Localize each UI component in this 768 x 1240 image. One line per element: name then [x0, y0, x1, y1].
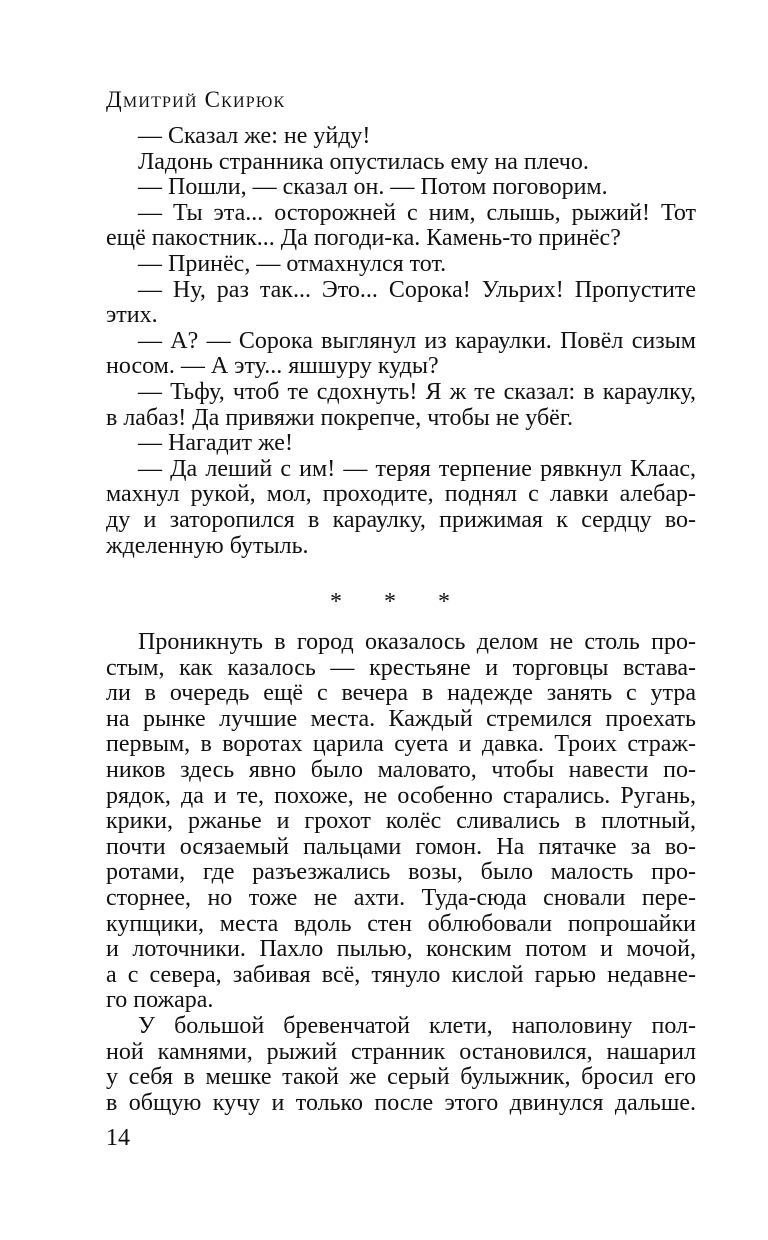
text-line: крики, ржанье и грохот колёс сливались в плотный,: [106, 809, 696, 835]
text-line: на рынке лучшие места. Каждый стремился проехать: [106, 706, 696, 732]
text-line: У большой бревенчатой клети, наполовину пол-: [138, 1013, 696, 1039]
text-line: жделенную бутыль.: [106, 533, 309, 559]
text-line: махнул рукой, мол, проходите, поднял с лавки алебар-: [106, 482, 696, 508]
text-line: ли в очередь ещё с вечера в надежде занять с утра: [106, 681, 696, 707]
text-line: — А? — Сорока выглянул из караулки. Повёл сизым: [138, 328, 696, 354]
text-line: Ладонь странника опустилась ему на плечо.: [138, 149, 589, 175]
text-line: — Пошли, — сказал он. — Потом поговорим.: [138, 175, 608, 201]
page-number: 14: [106, 1125, 130, 1151]
section-separator: * * *: [330, 589, 468, 615]
text-line: ротами, где разъезжались возы, было малость про-: [106, 860, 696, 886]
text-line: ной камнями, рыжий странник остановился, нашарил: [106, 1039, 696, 1065]
text-line: ников здесь явно было маловато, чтобы навести по-: [106, 757, 696, 783]
text-line: купщики, места вдоль стен облюбовали попрошайки: [106, 911, 696, 937]
text-line: — Принёс, — отмахнулся тот.: [138, 251, 447, 277]
text-line: ду и заторопился в караулку, прижимая к сердцу во-: [106, 507, 696, 533]
text-line: стым, как казалось — крестьяне и торговцы встава-: [106, 655, 696, 681]
running-head: Дмитрий Скирюк: [106, 87, 286, 112]
text-line: — Да леший с им! — теряя терпение рявкнул Клаас,: [138, 456, 696, 482]
text-line: го пожара.: [106, 988, 214, 1014]
text-line: и лоточники. Пахло пылью, конским потом и мочой,: [106, 937, 696, 963]
text-line: сторнее, но тоже не ахти. Туда-сюда сновали пере-: [106, 885, 696, 911]
text-line: в общую кучу и только после этого двинулся дальше.: [106, 1090, 696, 1116]
text-line: — Ты эта... осторожней с ним, слышь, рыжий! Тот: [138, 200, 696, 226]
text-line: носом. — А эту... яшшуру куды?: [106, 354, 439, 380]
text-line: почти осязаемый пальцами гомон. На пятачке за во-: [106, 834, 696, 860]
dialogue-block: [106, 124, 696, 559]
text-line: а с севера, забивая всё, тянуло кислой гарью недавне-: [106, 962, 696, 988]
narrative-block: [106, 630, 696, 1116]
text-line: Проникнуть в город оказалось делом не столь про-: [138, 630, 696, 655]
text-line: в лабаз! Да привяжи покрепче, чтобы не убёг.: [106, 405, 573, 431]
text-line: у себя в мешке такой же серый булыжник, бросил его: [106, 1065, 696, 1091]
text-line: первым, в воротах царила суета и давка. Троих страж-: [106, 732, 696, 758]
text-line: рядок, да и те, похоже, не особенно старались. Ругань,: [106, 783, 696, 809]
text-line: ещё пакостник... Да погоди-ка. Камень-то принёс?: [106, 226, 621, 252]
text-line: — Сказал же: не уйду!: [138, 124, 371, 149]
text-line: — Нагадит же!: [138, 431, 293, 457]
text-line: — Ну, раз так... Это... Сорока! Ульрих! Пропустите: [138, 277, 696, 303]
text-line: — Тьфу, чтоб те сдохнуть! Я ж те сказал: в караулку,: [138, 379, 696, 405]
text-line: этих.: [106, 303, 158, 329]
